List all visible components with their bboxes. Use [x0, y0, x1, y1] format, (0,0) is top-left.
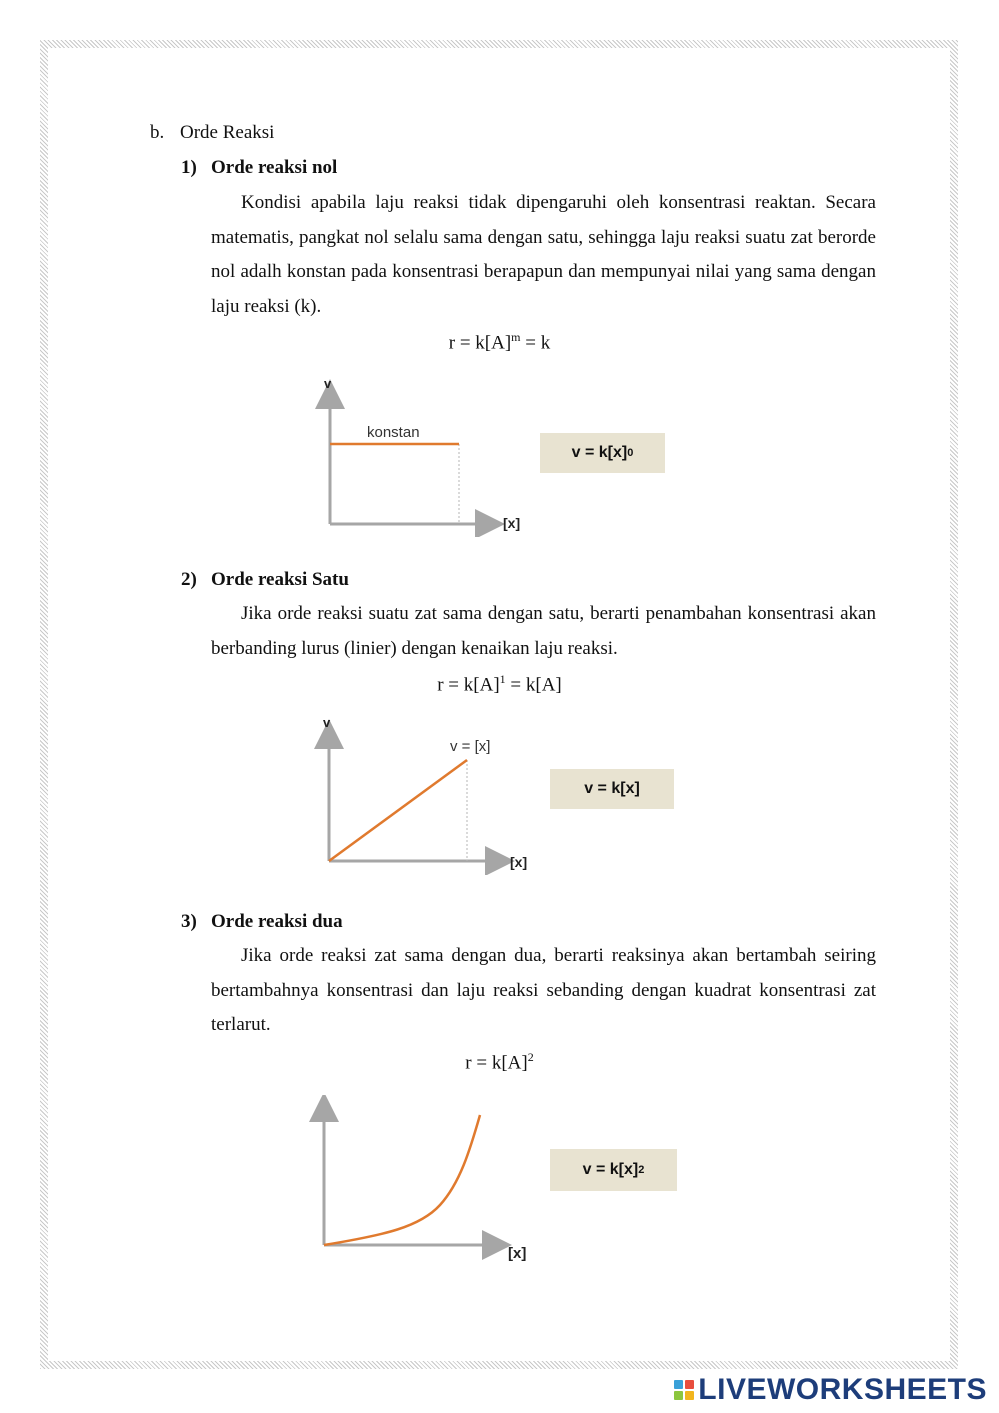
logo-text: LIVEWORKSHEETS: [698, 1373, 987, 1406]
order-two-number: 3): [181, 911, 197, 932]
order-zero-formula: $r = k[A]^m = k$: [448, 330, 551, 354]
section-marker: b.: [150, 122, 165, 143]
order-two-formula: $r = k[A]^2$: [465, 1050, 534, 1074]
order-two-paragraph: Jika orde reaksi zat sama dengan dua, berarti reaksinya akan bertambah seiring bertambahnya konsentrasi dan laju reaksi sebanding dengan kuadrat konsentrasi zat terlarut.: [211, 945, 876, 1035]
order-zero-heading: [181, 157, 337, 179]
x-axis-label: [x]: [503, 515, 521, 531]
order-zero-paragraph: Kondisi apabila laju reaksi tidak dipengaruhi oleh konsentrasi reaktan. Secara matematis, pangkat nol selalu sama dengan satu, sehingga laju reaksi suatu zat berorde nol adalh konstan pada konsentrasi berapapun dan mempunyai nilai yang sama dengan laju reaksi (k).: [211, 192, 876, 317]
order-two-title: Orde reaksi dua: [211, 911, 343, 932]
order-one-equation-box: v = k[x]: [550, 769, 674, 809]
y-axis-label: v: [324, 376, 332, 391]
x-axis-label: [x]: [508, 1245, 527, 1262]
order-zero-number: 1): [181, 157, 197, 178]
section-heading: [150, 122, 274, 144]
order-two-heading: [181, 911, 343, 933]
x-axis-label: [x]: [510, 854, 528, 870]
order-one-title: Orde reaksi Satu: [211, 569, 349, 590]
order-one-formula: $r = k[A]^1 = k[A]$: [437, 672, 562, 696]
order-zero-title: Orde reaksi nol: [211, 157, 338, 178]
order-zero-equation-box: v = k[x] 0: [540, 433, 665, 473]
order-zero-graph: [310, 372, 540, 537]
order-one-number: 2): [181, 569, 197, 590]
y-axis-label: v: [323, 715, 331, 730]
order-two-equation-box: v = k[x] 2: [550, 1149, 677, 1191]
order-two-graph: [305, 1095, 545, 1265]
order-one-heading: [181, 569, 349, 591]
order-one-graph: [310, 710, 545, 875]
line-label: v = [x]: [450, 738, 491, 755]
line-label: konstan: [367, 424, 420, 441]
order-one-paragraph: Jika orde reaksi suatu zat sama dengan satu, berarti penambahan konsentrasi akan berbanding lurus (linier) dengan kenaikan laju reaksi.: [211, 603, 876, 659]
logo-icon: [674, 1380, 694, 1400]
linear-rate-line: [329, 760, 467, 861]
section-title: Orde Reaksi: [180, 122, 275, 143]
quadratic-rate-curve: [324, 1115, 480, 1245]
liveworksheets-logo[interactable]: [674, 1373, 987, 1407]
